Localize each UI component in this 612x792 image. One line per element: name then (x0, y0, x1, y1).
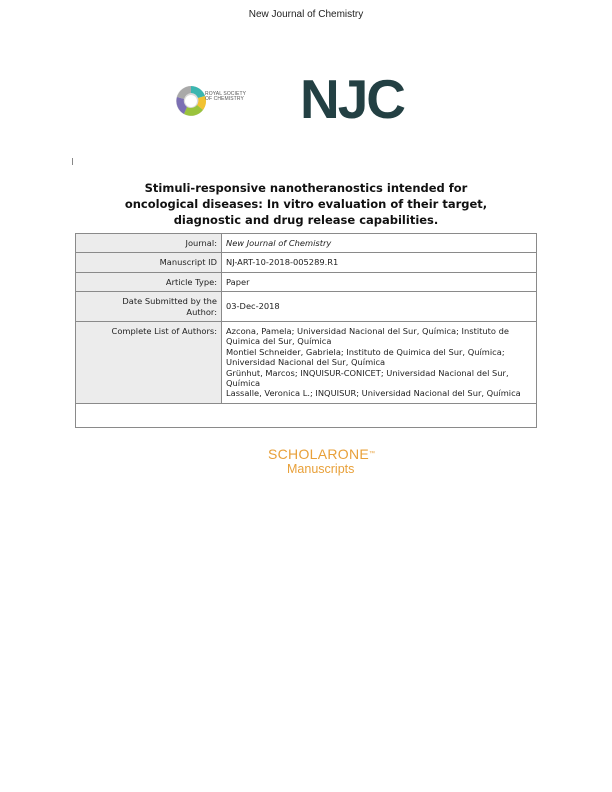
title-line-3: diagnostic and drug release capabilities. (173, 213, 439, 227)
journal-row (76, 234, 537, 253)
manuscript-title (100, 180, 512, 228)
journal-value: New Journal of Chemistry (222, 234, 537, 253)
date-submitted-value: 03-Dec-2018 (222, 292, 537, 322)
title-line-1: Stimuli-responsive nanotheranostics intended for (144, 181, 468, 195)
authors-value (222, 322, 537, 404)
author-entry: Grünhut, Marcos; INQUISUR-CONICET; Universidad Nacional del Sur, Química (226, 367, 509, 389)
authors-label: Complete List of Authors: (76, 322, 222, 404)
njc-logo: NJC (300, 68, 405, 130)
scholarone-logo (268, 446, 375, 462)
journal-label: Journal: (76, 234, 222, 253)
date-label-line-2: Author: (186, 306, 217, 317)
manuscripts-text: Manuscripts (287, 462, 355, 476)
manuscript-metadata-table (75, 233, 537, 428)
rsc-logo-text (205, 92, 246, 102)
date-submitted-label (76, 292, 222, 322)
article-type-label: Article Type: (76, 272, 222, 291)
manuscript-id-value: NJ-ART-10-2018-005289.R1 (222, 253, 537, 272)
author-entry: Montiel Schneider, Gabriela; Instituto de Quimica del Sur, Química; Universidad Nacional del Sur, Química (226, 346, 505, 368)
empty-cell (76, 403, 537, 427)
authors-row (76, 322, 537, 404)
article-type-row (76, 272, 537, 291)
date-submitted-row (76, 292, 537, 322)
rsc-logo-text-line1: ROYAL SOCIETY (205, 91, 247, 97)
author-entry: Azcona, Pamela; Universidad Nacional del Sur, Química; Instituto de Quimica del Sur, Química (226, 326, 509, 347)
journal-header: New Journal of Chemistry (248, 9, 364, 20)
title-line-2: oncological diseases: In vitro evaluation of their target, (124, 197, 488, 211)
rsc-logo-text-line2: OF CHEMISTRY (205, 96, 244, 103)
date-label-line-1: Date Submitted by the (122, 296, 217, 307)
scholarone-text: SCHOLARONE (268, 446, 370, 462)
manuscript-id-label: Manuscript ID (76, 253, 222, 272)
trademark-symbol: ™ (369, 451, 376, 457)
empty-row (76, 403, 537, 427)
manuscript-id-row (76, 253, 537, 272)
author-entry: Lassalle, Veronica L.; INQUISUR; Universidad Nacional del Sur, Química (226, 388, 521, 399)
text-cursor-mark (72, 158, 73, 165)
article-type-value: Paper (222, 272, 537, 291)
